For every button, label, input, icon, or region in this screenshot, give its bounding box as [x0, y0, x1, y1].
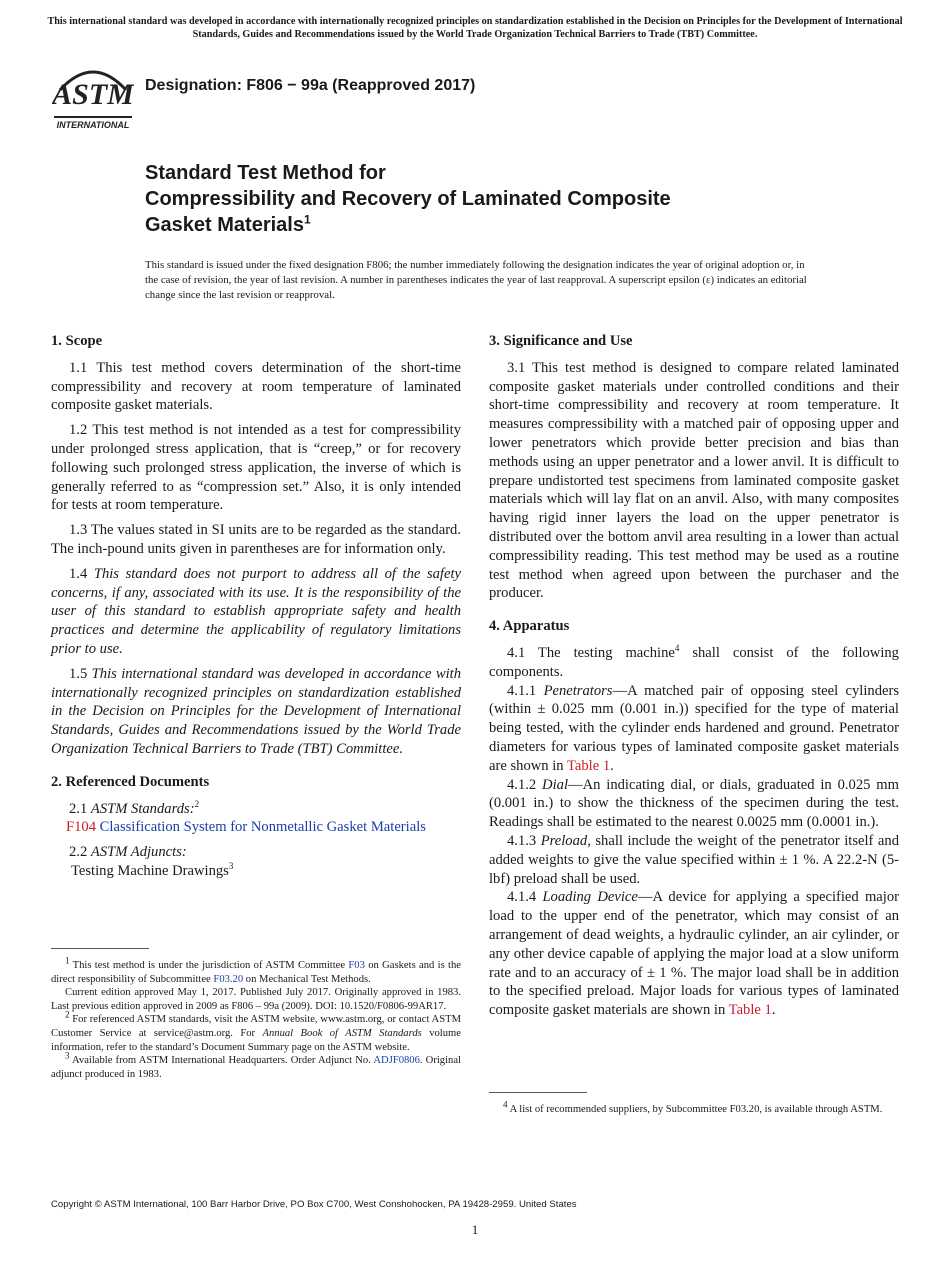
para-4-1-4: 4.1.4 Loading Device—A device for applying a specified major load to the upper end of the penetrator, which may consist of an arrangement of dead weights, a hydraulic cylinder, an air cylinder, or any other device capable of applying the major load at a slow uniform rate and to an accuracy of ± 1 %. The major load shall be in addition to the specified preload. Major loads for various types of laminated composite gasket materials are shown in Table 1. [489, 889, 899, 1019]
footnote-3: $^3$ Available from ASTM International Headquarters. Order Adjunct No. ADJF0806. Original adjunct produced in 1983. [51, 1050, 461, 1080]
section-heading-referenced-documents: 2. Referenced Documents [51, 773, 210, 790]
left-column [51, 332, 461, 881]
table-1-link-2[interactable]: Table 1 [728, 1002, 772, 1019]
footnote-2: $^2$ For referenced ASTM standards, visit the ASTM website, www.astm.org, or contact ASTM Customer Service at service@astm.org. For Annual Book of ASTM Standards volume information, refer to the standard’s Document Summary page on the ASTM website. [51, 1009, 461, 1053]
para-4-1-2: 4.1.2 Dial—An indicating dial, or dials, graduated in 0.025 mm (0.001 in.) to show the thickness of the specimen during the test. Readings shall be estimated to the nearest 0.0025 mm (0.0001 in.). [489, 776, 899, 831]
svg-text:ASTM: ASTM [52, 78, 134, 111]
para-4-1: 4.1 The testing machine$^4$ shall consist of the following components. [489, 643, 899, 680]
svg-text:INTERNATIONAL: INTERNATIONAL [56, 120, 130, 130]
para-1-2: 1.2 This test method is not intended as a test for compressibility under prolonged stress application, that is “creep,” or for recovery following such prolonged stress application, the inverse of which is generally referred to as “compression set.” Also, it is only intended for tests at room temperature. [51, 422, 461, 514]
page-number: 1 [471, 1222, 479, 1237]
f104-link[interactable]: F104 [66, 819, 97, 836]
para-2-2: 2.2 ASTM Adjuncts: [69, 844, 187, 861]
table-1-link[interactable]: Table 1 [566, 757, 611, 774]
document-title [145, 160, 671, 238]
copyright-line: Copyright © ASTM International, 100 Barr Harbor Drive, PO Box C700, West Conshohocken, PA 19428-2959. United States [51, 1199, 577, 1210]
para-3-1: 3.1 This test method is designed to compare related laminated composite gasket materials under controlled conditions and their short-time compressibility and recovery at room temperature. It measures compressibility with a matched pair of opposing upper and lower penetrators which provide better precision and bias than methods using an upper penetrator and a lower anvil. It is difficult to prepare undistorted test specimens from laminated composite gasket materials which will lay flat on an anvil. Also, with many composites having rigid inner layers the load on the upper penetrator is distributed over the bottom anvil area resulting in a lower than actual compressibility reading. This test method may be used as a routine test method when agreed upon between the purchaser and the producer. [489, 359, 899, 602]
para-1-1: 1.1 This test method covers determination of the short-time compressibility and recovery at room temperature of laminated composite gasket materials. [51, 359, 461, 414]
para-4-1-3: 4.1.3 Preload, shall include the weight of the penetrator itself and added weights to give the value specified within ± 1 %. A 22.2-N (5-lbf) preload shall be used. [489, 832, 899, 887]
section-heading-scope: 1. Scope [51, 333, 103, 349]
reference-f104 [51, 818, 461, 837]
title-footnote-ref[interactable]: 1 [303, 212, 311, 227]
footnotes-left [51, 948, 461, 1081]
footnote-ref-2[interactable]: 2 [194, 798, 200, 809]
para-4-1-1: 4.1.1 Penetrators—A matched pair of opposing steel cylinders (within ± 0.025 mm (0.001 in.)) specified for the type of material being tested, with the cylinder ends hardened and ground. Penetrator diameters for various types of laminated composite gasket materials are shown in Table 1. [489, 682, 900, 774]
title-line-3: Gasket Materials$^1$ [145, 212, 311, 236]
para-1-3: 1.3 The values stated in SI units are to be regarded as the standard. The inch-pound units given in parentheses are for information only. [51, 522, 461, 557]
footnote-rule [51, 948, 149, 949]
footnote-ref-3[interactable]: 3 [228, 861, 234, 872]
title-line-2: Compressibility and Recovery of Laminated Composite [145, 188, 671, 210]
f03-20-link[interactable]: F03.20 [213, 973, 244, 985]
footnote-1: $^1$ This test method is under the jurisdiction of ASTM Committee F03 on Gaskets and is the direct responsibility of Subcommittee F03.20 on Mechanical Test Methods. [51, 955, 461, 985]
footnote-ref-4[interactable]: 4 [674, 643, 680, 654]
title-line-1: Standard Test Method for [145, 162, 386, 184]
issue-note: This standard is issued under the fixed designation F806; the number immediately following the designation indicates the year of original adoption or, in the case of revision, the year of last revision. A number in parentheses indicates the year of last reapproval. A superscript epsilon (ε) indicates an editorial change since the last revision or reapproval. [145, 259, 807, 301]
top-notice: This international standard was developed in accordance with internationally recognized principles on standardization established in the Decision on Principles for the Development of International Standards, Guides and Recommendations issued by the World Trade Organization Technical Barriers to Trade (TBT) Committee. [47, 16, 903, 40]
footnote-1-edition: Current edition approved May 1, 2017. Published July 2017. Originally approved in 1983. Last previous edition approved in 2009 as F806 – 99a (2009). DOI: 10.1520/F0806-99AR17. [51, 987, 461, 1012]
astm-logo [52, 60, 134, 132]
f104-title-link[interactable]: Classification System for Nonmetallic Gasket Materials [99, 819, 426, 836]
adjunct-testing-machine: Testing Machine Drawings$^3$ [71, 861, 234, 879]
right-column [489, 332, 899, 1020]
para-1-4: 1.4 This standard does not purport to address all of the safety concerns, if any, associated with its use. It is the responsibility of the user of this standard to establish appropriate safety and health practices and determine the applicability of regulatory limitations prior to use. [51, 565, 461, 657]
section-heading-apparatus: 4. Apparatus [489, 618, 570, 635]
para-2-1: 2.1 ASTM Standards:$^2$ [69, 798, 200, 817]
designation: Designation: F806 − 99a (Reapproved 2017) [145, 77, 476, 94]
footnotes-right [489, 1092, 899, 1117]
footnote-4: $^4$ A list of recommended suppliers, by Subcommittee F03.20, is available through ASTM. [503, 1099, 883, 1115]
para-1-5: 1.5 This international standard was developed in accordance with internationally recognized principles on standardization established in the Decision on Principles for the Development of International Standards, Guides and Recommendations issued by the World Trade Organization Technical Barriers to Trade (TBT) Committee. [51, 665, 462, 757]
adjf0806-link[interactable]: ADJF0806 [373, 1055, 420, 1067]
f03-link[interactable]: F03 [348, 960, 365, 971]
section-heading-significance: 3. Significance and Use [489, 333, 633, 349]
footnote-rule-right [489, 1092, 587, 1093]
